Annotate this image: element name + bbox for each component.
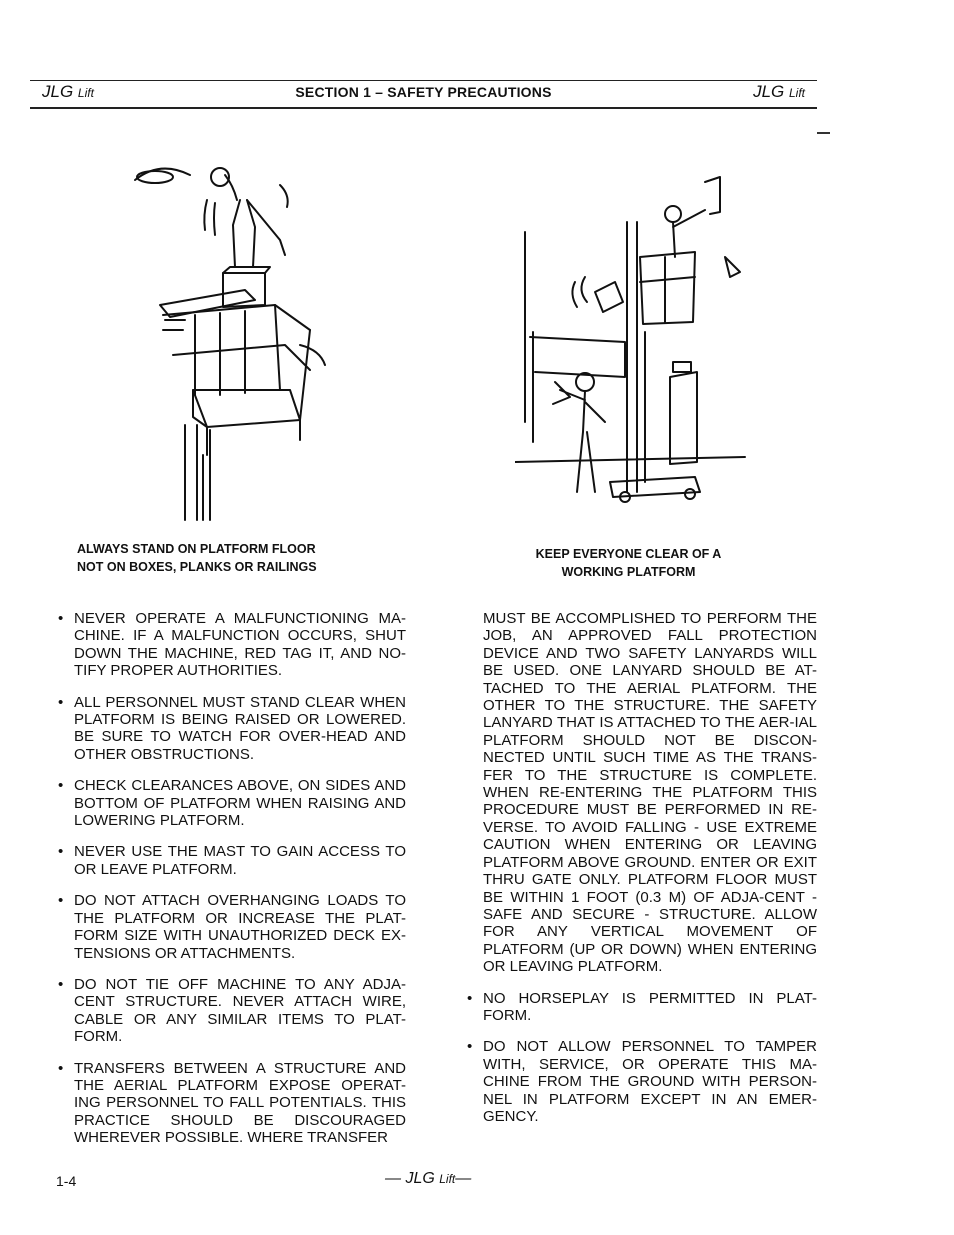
list-item-text: DO NOT ALLOW PERSONNEL TO TAMPER WITH, SERVICE, OR OPERATE THIS MA-CHINE FROM THE GROUND WITH PERSON-NEL IN PLATFORM EXCEPT IN AN EMER-GENCY. bbox=[483, 1038, 817, 1125]
header-brand-right: JLG Lift bbox=[753, 82, 805, 101]
list-item bbox=[58, 843, 406, 878]
bullet-icon: • bbox=[58, 693, 64, 711]
illustration-bystander-clear bbox=[515, 172, 750, 512]
illustration-worker-on-railing bbox=[115, 155, 345, 525]
left-figure-caption bbox=[77, 540, 317, 576]
list-item-text: NO HORSEPLAY IS PERMITTED IN PLAT-FORM. bbox=[483, 989, 817, 1024]
list-item-text: ALL PERSONNEL MUST STAND CLEAR WHEN PLATFORM IS BEING RAISED OR LOWERED. BE SURE TO WATCH FOR OVER-HEAD AND OTHER OBSTRUCTIONS. bbox=[74, 693, 406, 763]
bullet-icon: • bbox=[58, 610, 64, 627]
footer-brand: — JLG Lift— bbox=[385, 1170, 472, 1187]
header-brand-left: JLG Lift bbox=[42, 82, 94, 101]
list-item-text: DO NOT ATTACH OVERHANGING LOADS TO THE PLATFORM OR INCREASE THE PLAT-FORM SIZE WITH UNAUTHORIZED DECK EX-TENSIONS OR ATTACHMENTS. bbox=[74, 892, 406, 962]
continued-paragraph: MUST BE ACCOMPLISHED TO PERFORM THE JOB, AN APPROVED FALL PROTECTION DEVICE AND TWO SAFETY LANYARDS WILL BE USED. ONE LANYARD SHOULD BE AT-TACHED TO THE AERIAL PLATFORM. THE OTHER TO THE STRUCTURE. THE SAFETY LANYARD THAT IS ATTACHED TO THE AER-IAL PLATFORM SHOULD NOT BE DISCON-NECTED UNTIL SUCH TIME AS THE TRANS-FER TO THE STRUCTURE IS COMPLETE. WHEN RE-ENTERING THE PLATFORM THIS PROCEDURE MUST BE PERFORMED IN RE-VERSE. TO AVOID FALLING - USE EXTREME CAUTION WHEN ENTERING OR LEAVING PLATFORM ABOVE GROUND. ENTER OR EXIT THRU GATE ONLY. PLATFORM FLOOR MUST BE WITHIN 1 FOOT (0.3 M) OF ADJA-CENT - SAFE AND SECURE - STRUCTURE. ALLOW FOR ANY VERTICAL MOVEMENT OF PLATFORM (UP OR DOWN) WHEN ENTERING OR LEAVING PLATFORM. bbox=[483, 610, 817, 976]
list-item-text: NEVER OPERATE A MALFUNCTIONING MA-CHINE. IF A MALFUNCTION OCCURS, SHUT DOWN THE MACHINE, RED TAG IT, AND NO-TIFY PROPER AUTHORITIES. bbox=[74, 610, 406, 680]
bullet-icon: • bbox=[58, 975, 64, 993]
list-item-text: CHECK CLEARANCES ABOVE, ON SIDES AND BOTTOM OF PLATFORM WHEN RAISING AND LOWERING PLATFORM. bbox=[74, 777, 406, 830]
bullet-icon: • bbox=[58, 777, 64, 795]
list-item bbox=[58, 1060, 406, 1147]
caption-line: ALWAYS STAND ON PLATFORM FLOOR bbox=[77, 542, 316, 556]
list-item bbox=[467, 1038, 817, 1125]
list-item bbox=[467, 990, 817, 1025]
list-item bbox=[58, 976, 406, 1046]
list-item bbox=[58, 610, 406, 680]
left-text-column bbox=[58, 610, 406, 1147]
bullet-icon: • bbox=[467, 989, 473, 1007]
list-item bbox=[58, 892, 406, 962]
bullet-icon: • bbox=[58, 1059, 64, 1077]
bullet-icon: • bbox=[58, 892, 64, 910]
caption-line: NOT ON BOXES, PLANKS OR RAILINGS bbox=[77, 560, 317, 574]
right-figure-caption bbox=[481, 545, 776, 581]
list-item bbox=[58, 777, 406, 829]
list-item-text: TRANSFERS BETWEEN A STRUCTURE AND THE AERIAL PLATFORM EXPOSE OPERAT-ING PERSONNEL TO FALL POTENTIALS. THIS PRACTICE SHOULD BE DISCOURAGED WHEREVER POSSIBLE. WHERE TRANSFER bbox=[74, 1059, 406, 1147]
bullet-icon: • bbox=[58, 843, 64, 861]
caption-line: KEEP EVERYONE CLEAR OF A bbox=[535, 547, 722, 561]
margin-dash bbox=[817, 132, 830, 134]
section-title: SECTION 1 – SAFETY PRECAUTIONS bbox=[295, 84, 552, 100]
page-header bbox=[30, 80, 817, 109]
right-text-column bbox=[467, 610, 817, 1125]
page-number: 1-4 bbox=[56, 1173, 77, 1189]
caption-line: WORKING PLATFORM bbox=[561, 565, 696, 579]
list-item-text: NEVER USE THE MAST TO GAIN ACCESS TO OR LEAVE PLATFORM. bbox=[74, 843, 406, 878]
bullet-icon: • bbox=[467, 1038, 473, 1056]
list-item bbox=[58, 694, 406, 764]
list-item-text: DO NOT TIE OFF MACHINE TO ANY ADJA-CENT STRUCTURE. NEVER ATTACH WIRE, CABLE OR ANY SIMILAR ITEMS TO PLAT-FORM. bbox=[74, 975, 406, 1046]
